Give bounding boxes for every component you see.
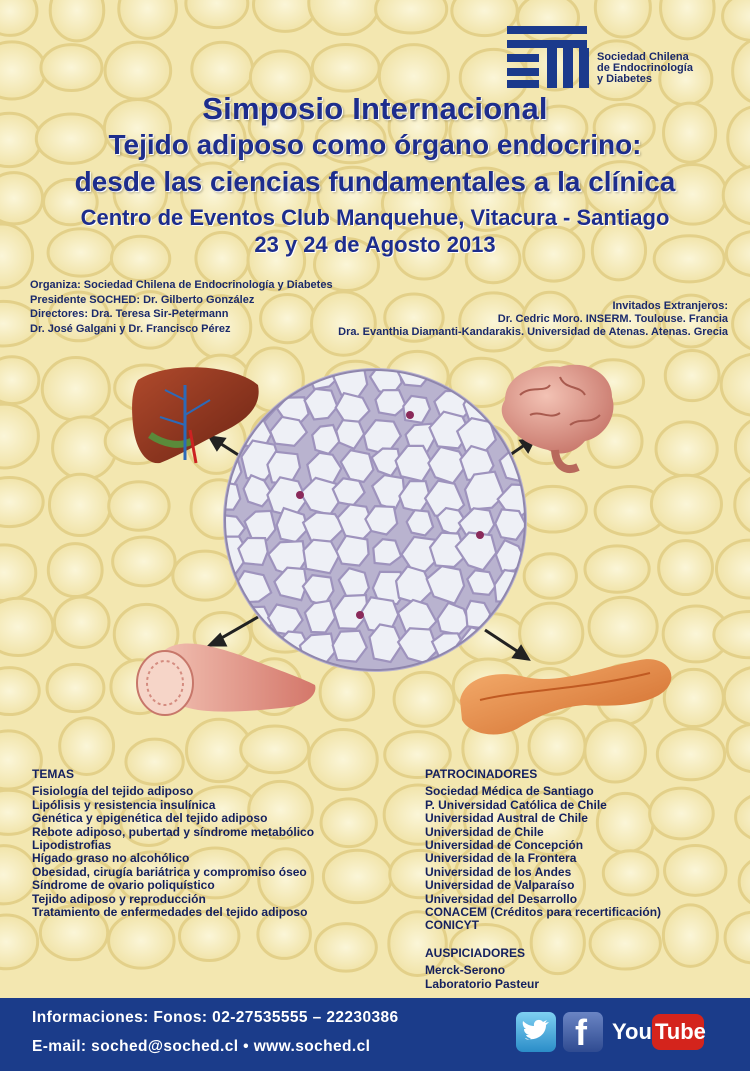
bg-fat-cell [663,905,717,966]
bg-fat-cell [41,45,102,91]
foreign-guests [338,300,728,339]
patrocinador-item: Universidad Austral de Chile [425,811,588,826]
foreign-guests-heading: Invitados Extranjeros: [612,300,728,312]
tema-item: Lipólisis y resistencia insulínica [32,797,216,812]
footer-contact[interactable]: E-mail: soched@soched.cl • www.soched.cl [32,1038,371,1055]
youtube-tube-text: Tube [655,1019,706,1044]
organizer-line: Organiza: Sociedad Chilena de Endocrinología y Diabetes [30,279,333,291]
micro-nucleus [356,611,364,619]
twitter-icon[interactable] [516,1012,556,1052]
subtitle-line-2: desde las ciencias fundamentales a la clínica [74,166,676,197]
patrocinador-item: Universidad de Chile [425,824,544,839]
micro-fat-cell [271,360,302,389]
event-date: 23 y 24 de Agosto 2013 [254,232,496,257]
auspiciadores-heading: AUSPICIADORES [425,946,526,960]
patrocinadores-list [425,785,661,932]
facebook-icon[interactable] [563,1012,603,1052]
bg-fat-cell [323,850,391,902]
main-title: Simposio Internacional [202,91,548,126]
patrocinador-item: CONICYT [425,918,479,933]
tema-item: Hígado graso no alcohólico [32,851,190,866]
patrocinador-item: Sociedad Médica de Santiago [425,784,594,799]
patrocinadores-heading: PATROCINADORES [425,767,538,781]
bg-fat-cell [321,799,376,847]
bg-fat-cell [312,44,379,91]
tema-item: Fisiología del tejido adiposo [32,784,194,799]
patrocinador-item: Universidad de los Andes [425,864,572,879]
soched-emblem-icon [505,18,595,98]
micro-nucleus [296,491,304,499]
brain-icon [502,365,614,469]
bg-fat-cell [192,42,253,96]
patrocinadores-section [425,768,661,933]
foreign-guest: Dr. Cedric Moro. INSERM. Toulouse. Francia [497,313,728,325]
bg-fat-cell [109,913,175,968]
liver-icon [132,367,259,463]
organizer-line: Presidente SOCHED: Dr. Gilberto González [30,293,255,306]
facebook-letter: f [575,1012,587,1053]
auspiciador-item: Merck-Serono [425,963,506,978]
patrocinador-item: P. Universidad Católica de Chile [425,797,607,812]
micro-nucleus [406,411,414,419]
patrocinador-item: Universidad de Concepción [425,838,584,853]
auspiciadores-section [425,947,539,991]
tema-item: Tratamiento de enfermedades del tejido adiposo [32,905,308,920]
micro-fat-cell [304,540,339,573]
logo-text [597,52,742,85]
logo-line-1: Sociedad Chilena [597,51,689,63]
organizer-line: Directores: Dra. Teresa Sir-Petermann [30,308,229,320]
youtube-icon[interactable] [610,1012,706,1052]
micro-fat-cell [244,626,274,656]
tema-item: Rebote adiposo, pubertad y síndrome metabólico [32,824,315,839]
footer-bar [0,998,750,1071]
tema-item: Tejido adiposo y reproducción [32,891,206,906]
title-block [0,92,750,258]
youtube-you-text: You [612,1019,652,1044]
subtitle-line-1: Tejido adiposo como órgano endocrino: [108,129,642,160]
micro-fat-cell [497,604,529,636]
auspiciadores-list [425,964,539,991]
soched-logo [505,18,740,98]
venue: Centro de Eventos Club Manquehue, Vitacura - Santiago [80,205,670,230]
pancreas-icon [460,659,671,734]
micro-fat-cell [468,362,505,394]
bg-fat-cell [105,42,171,99]
micro-fat-cell [467,570,495,595]
logo-line-2: de Endocrinología [597,62,693,74]
micro-fat-cell [238,538,267,565]
temas-heading: TEMAS [32,767,74,781]
logo-line-3: y Diabetes [597,73,653,85]
footer-phones: Informaciones: Fonos: 02-27535555 – 22230386 [32,1009,399,1026]
patrocinador-item: Universidad del Desarrollo [425,891,578,906]
central-figure [0,355,750,755]
tema-item: Lipodistrofias [32,838,112,853]
micro-fat-cell [206,600,236,632]
micro-fat-cell [464,389,501,424]
tema-item: Genética y epigenética del tejido adiposo [32,811,268,826]
organizers [30,278,333,336]
tema-item: Obesidad, cirugía bariátrica y compromiso óseo [32,864,307,879]
temas-section [32,768,314,919]
organizer-line: Dr. José Galgani y Dr. Francisco Pérez [30,322,231,335]
auspiciador-item: Laboratorio Pasteur [425,976,540,991]
youtube-tube-box [652,1014,704,1050]
patrocinador-item: Universidad de la Frontera [425,851,577,866]
micro-nucleus [476,531,484,539]
patrocinador-item: Universidad de Valparaíso [425,878,575,893]
foreign-guest: Dra. Evanthia Diamanti-Kandarakis. Universidad de Atenas. Atenas. Grecia [338,326,728,338]
bg-fat-cell [315,924,376,972]
tema-item: Síndrome de ovario poliquístico [32,878,215,893]
patrocinador-item: CONACEM (Créditos para recertificación) [425,905,662,920]
temas-list [32,785,314,919]
muscle-icon [137,643,315,715]
bg-fat-cell [665,845,726,895]
